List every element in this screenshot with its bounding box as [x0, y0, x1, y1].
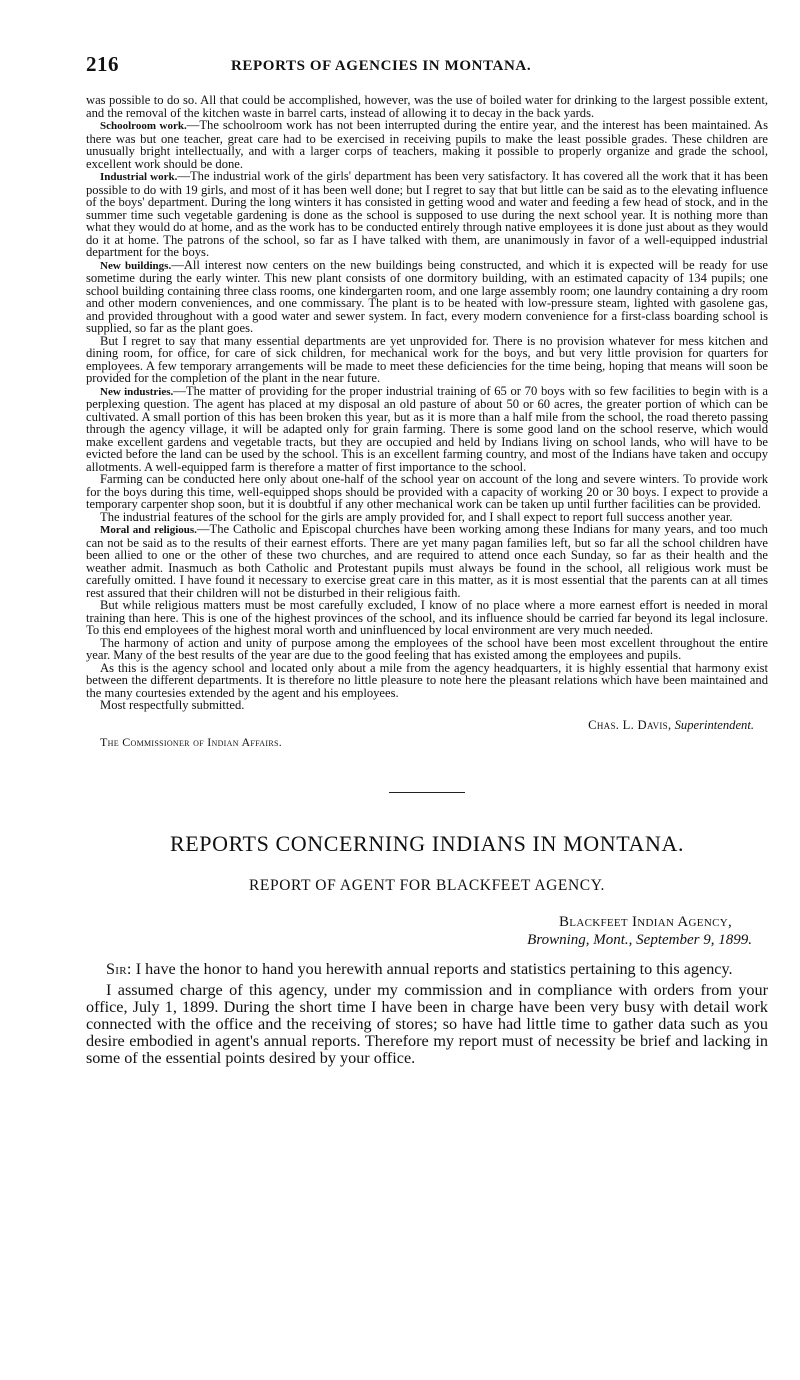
paragraph: I assumed charge of this agency, under my commission and in compliance with orders from your office, July 1, 1899. During the short time I have been in charge have been very busy with detail work connected with the office and the receiving of stores; so have had little time to gather data such as you desire embodied in agent's annual reports. Therefore my report must of necessity be brief and lacking in some of the essential points desired by your office.: [86, 980, 768, 1067]
salutation: Sir:: [106, 959, 132, 978]
document-page: [86, 52, 768, 1067]
paragraph: But while religious matters must be most carefully excluded, I know of no place where a more earnest effort is needed in moral training than here. This is one of the highest provinces of the school, and its influence should be carried far beyond its legal inclosure. To this end employees of the highest moral worth and uninfluenced by local environment are very much needed.: [86, 598, 768, 637]
sidehead: Moral and religious.: [100, 524, 197, 536]
signature-title: Superintendent.: [674, 717, 754, 732]
signature-name: Chas. L. Davis,: [588, 717, 672, 732]
running-title: REPORTS OF AGENCIES IN MONTANA.: [231, 58, 532, 74]
paragraph: was possible to do so. All that could be accomplished, however, was the use of boiled water for drinking to the largest possible extent, and the removal of the kitchen waste in barrel carts, instead of allowing it to decay in the back yards.: [86, 93, 768, 120]
school-report-body: [86, 94, 768, 712]
paragraph-text: —The industrial work of the girls' department has been very satisfactory. It has covered all the work that it has been possible to do with 19 girls, and most of it has been well done; but I regret to say that but little can be said as to the elevating influence of the boys' department. During the long winters it has consisted in getting wood and water and feeding a few head of stock, and in the summer time such vegetable gardening is done as the school is supposed to use during the next school year. It is nothing more than what they would do at home, and as the work has to be conducted entirely through native employees it is done just about as they would do it at home. The patrons of the school, so far as I have talked with them, are unanimously in favor of a well-equipped industrial department for the boys.: [86, 169, 768, 259]
section-heading: REPORTS CONCERNING INDIANS IN MONTANA.: [169, 830, 685, 856]
paragraph: The industrial features of the school for the girls are amply provided for, and I shall expect to report full success another year.: [100, 509, 733, 524]
paragraph: Farming can be conducted here only about one-half of the school year on account of the long and severe winters. To provide work for the boys during this time, well-equipped shops should be provided with a capacity of working 20 or 30 boys. I expect to provide a temporary carpenter shop soon, but it is doubtful if any other mechanical work can be taken up until further facilities can be provided.: [86, 472, 768, 511]
paragraph-schoolroom: [86, 119, 768, 170]
paragraph: The harmony of action and unity of purpose among the employees of the school have been most excellent throughout the entire year. Many of the best results of the year are due to the good feeling that has existed among the employees and pupils.: [86, 635, 768, 662]
paragraph-industries: [86, 385, 768, 474]
paragraph-industrial: [86, 170, 768, 259]
running-head: [86, 52, 768, 82]
section-divider: [389, 792, 465, 793]
paragraph-salutation: [86, 961, 768, 978]
closing-line: Most respectfully submitted.: [100, 698, 245, 712]
paragraph: But I regret to say that many essential departments are yet unprovided for. There is no provision whatever for mess kitchen and dining room, for office, for care of sick children, for mechanical work for the boys, and but very little provision for quarters for employees. A few temporary arrangements will be made to meet these deficiencies for the time being, hoping that means will soon be provided for the completion of the plant in the near future.: [86, 333, 768, 385]
paragraph-buildings: [86, 259, 768, 335]
paragraph: As this is the agency school and located only about a mile from the agency headquarters, it is highly essential that harmony exist between the different departments. It is therefore no little pleasure to note here the pleasant relations which have been maintained and the many courtesies extended by the agent and his employees.: [86, 660, 768, 700]
paragraph-text: —The schoolroom work has not been interrupted during the entire year, and the interest has been maintained. As there was but one teacher, great care had to be exercised in receiving pupils to make the least possible grades. These children are unusually bright intellectually, and with a larger corps of teachers, making it possible to properly organize and grade the school, excellent work should be done.: [86, 118, 769, 171]
signature: [86, 718, 768, 733]
page-number: 216: [86, 52, 119, 76]
paragraph-text: —All interest now centers on the new buildings being constructed, and which it is expected will be ready for use sometime during the early winter. This new plant consists of one dormitory building, with an estimated capacity of 134 pupils; one school building containing three class rooms, one kindergarten room, and one large assembly room; one laundry containing a dry room and other modern conveniences, and one commissary. The plant is to be heated with low-pressure steam, lighted with gasolene gas, and provided throughout with a good water and sewer system. In fact, every modern convenience for a first-class boarding school is supplied, so far as the plant goes.: [86, 257, 768, 335]
paragraph-text: —The Catholic and Episcopal churches have been working among these Indians for many years, and too much can not be said as to the results of their earnest efforts. There are yet many pagan families left, but so far all the school children have been allied to one or the other of these two churches, and are required to attend once each Sunday, so far as their health and the weather admit. Inasmuch as both Catholic and Protestant pupils must always be found in the school, all religious work must be carefully omitted. I have found it necessary to exercise great care in this matter, as it is most essential that the parents can at all times rest assured that their children will not be disturbed in their religious faith.: [86, 522, 768, 600]
dateline: [86, 913, 768, 949]
paragraph-text: —The matter of providing for the proper industrial training of 65 or 70 boys with so few facilities to begin with is a perplexing question. The agent has placed at my disposal an old pasture of about 50 or 60 acres, the greater portion of which can be cultivated. A small portion of this has been broken this year, but as it is more than a half mile from the school, the road thereto passing through the agency village, it will be adapted only for grain farming. There is some good land on the school reserve, which would make excellent gardens and vegetable tracts, but they are occupied and held by Indians living on school lands, who will have to be evicted before the land can be used by the school. This is an excellent farming country, and most of the Indians have taken and occupy allotments. A well-equipped farm is therefore a matter of first importance to the school.: [86, 383, 768, 474]
section-subheading: REPORT OF AGENT FOR BLACKFEET AGENCY.: [248, 876, 606, 894]
paragraph-moral: [86, 523, 768, 599]
sidehead: Industrial work.: [100, 171, 178, 183]
sidehead: New industries.: [100, 385, 174, 398]
agent-report-body: [86, 961, 768, 1067]
sidehead: Schoolroom work.: [100, 120, 187, 132]
addressee: The Commissioner of Indian Affairs.: [100, 734, 283, 749]
paragraph-text: I have the honor to hand you herewith annual reports and statistics pertaining to this agency.: [131, 959, 733, 978]
dateline-place-date: Browning, Mont., September 9, 1899.: [527, 931, 752, 948]
dateline-agency: Blackfeet Indian Agency,: [559, 913, 732, 930]
sidehead: New buildings.: [100, 259, 172, 272]
